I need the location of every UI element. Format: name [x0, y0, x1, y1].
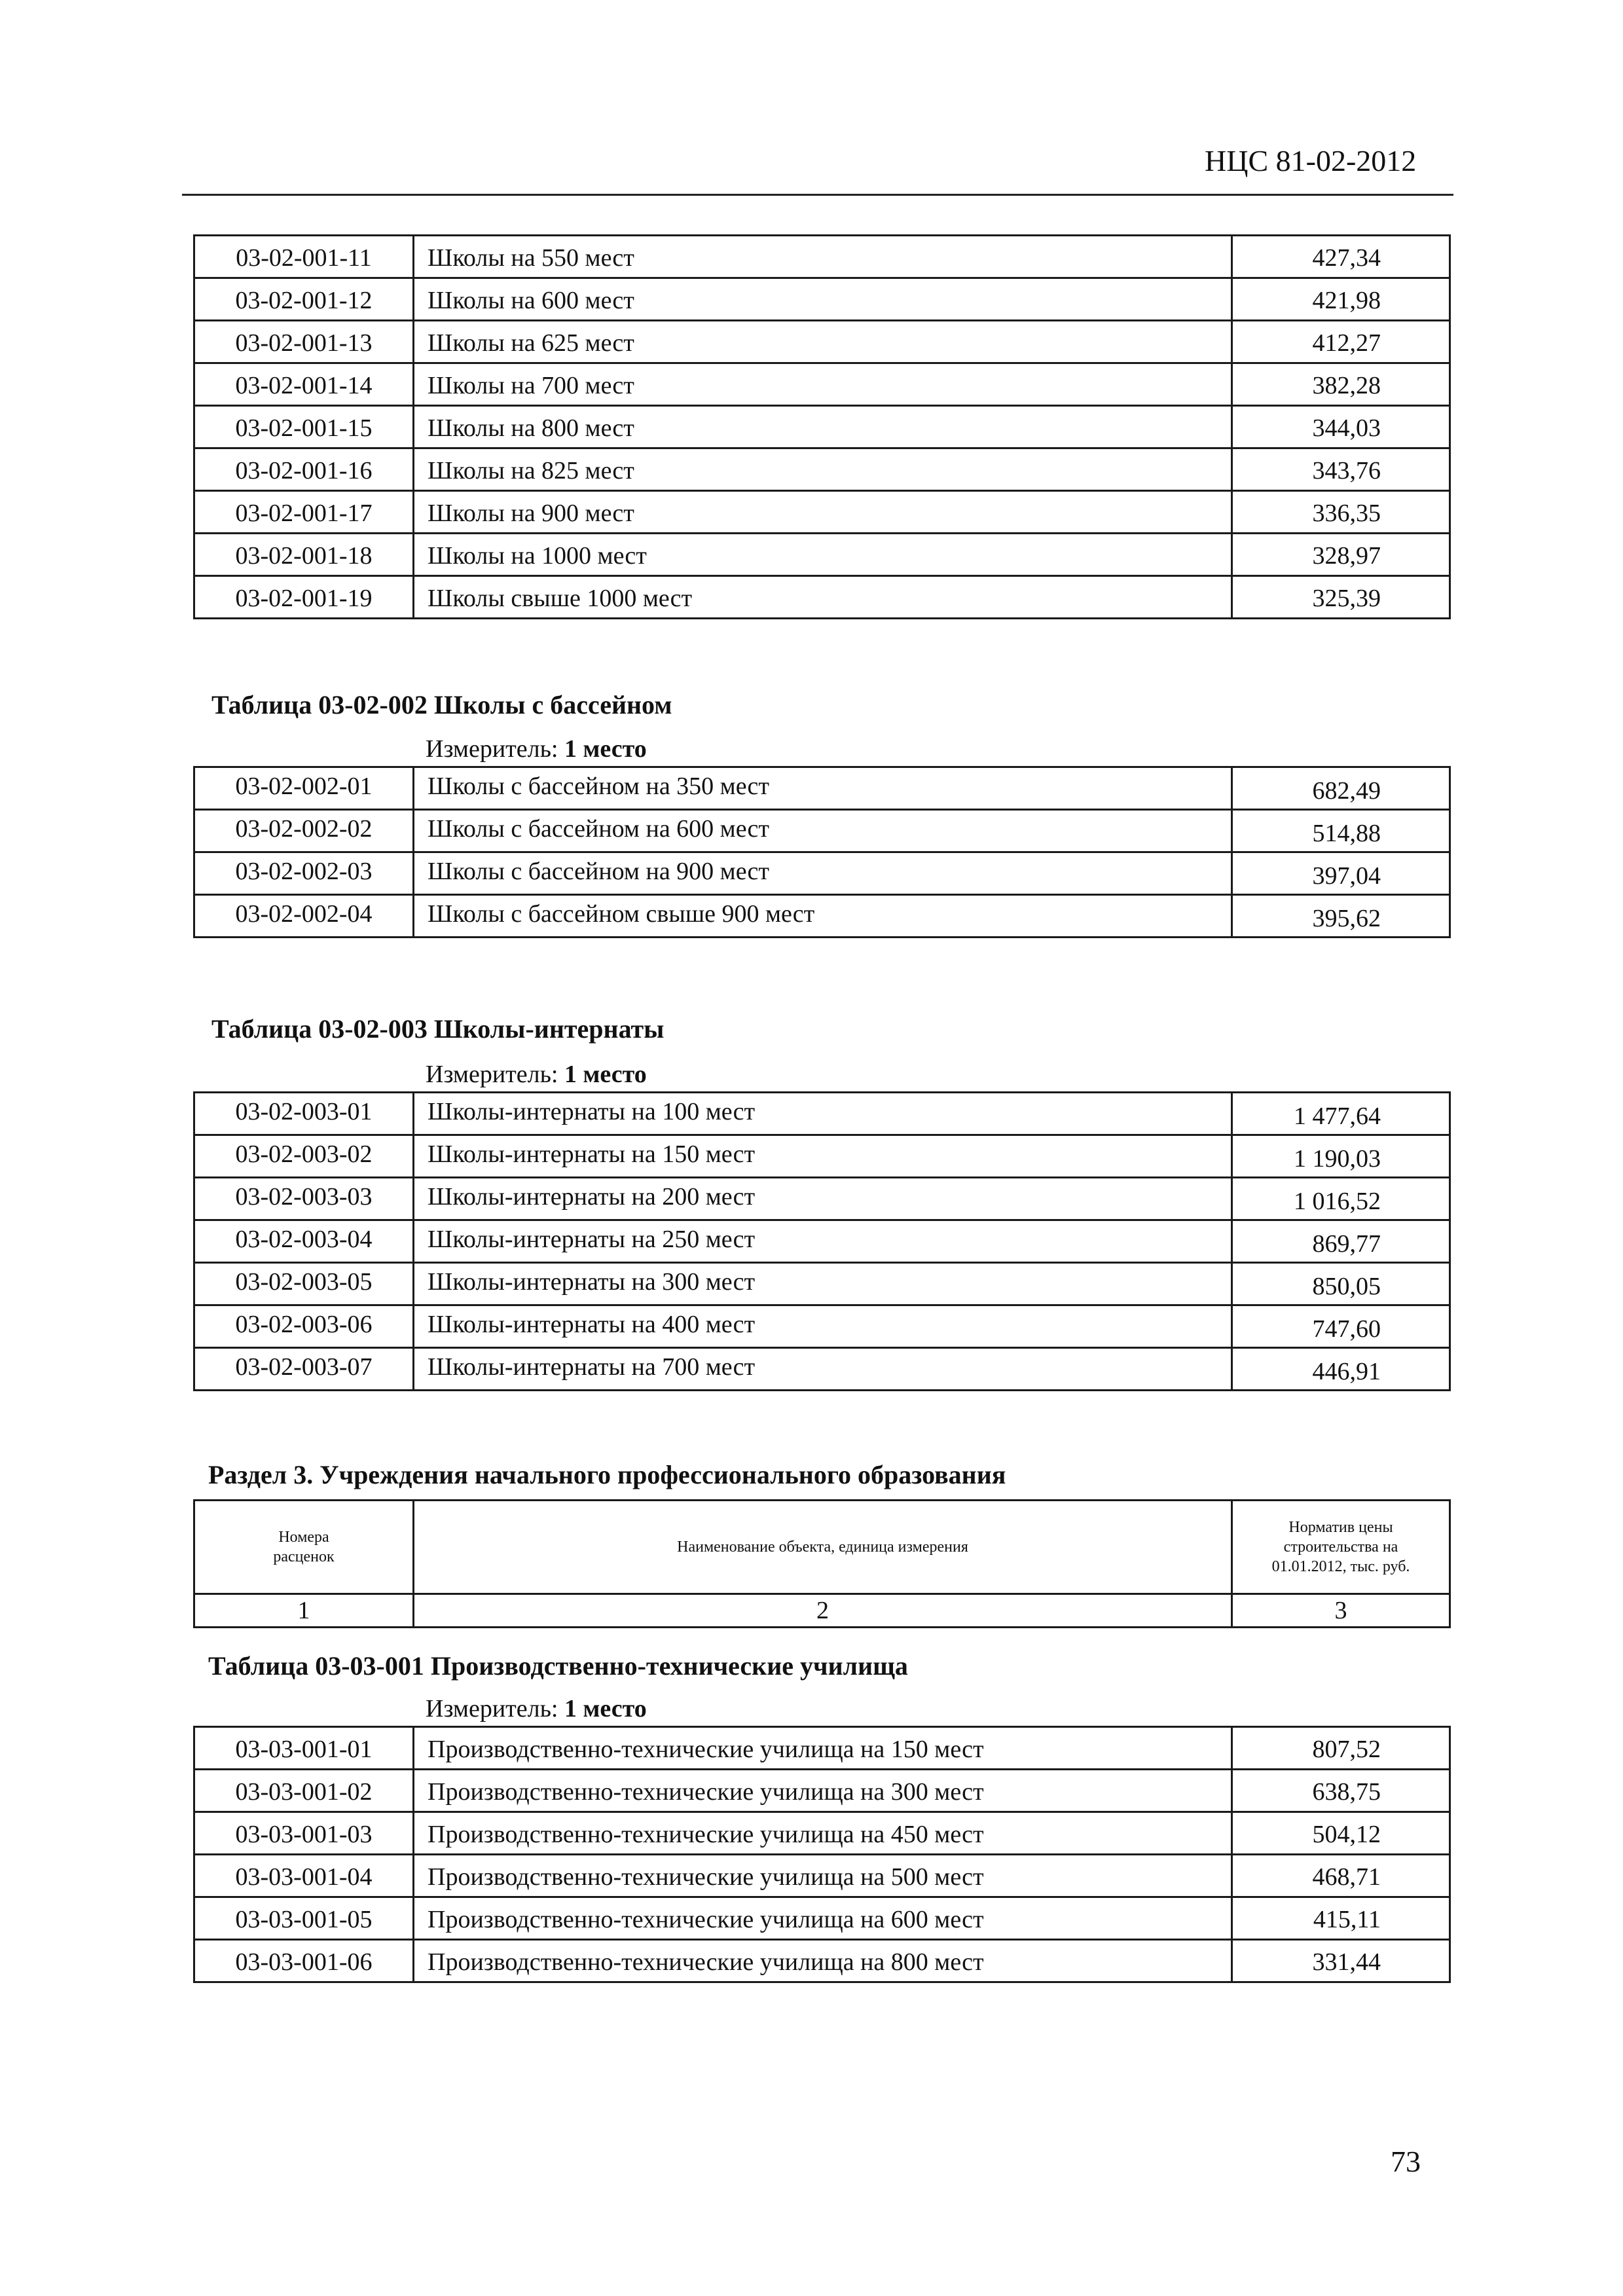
table-row: [194, 278, 1450, 321]
table-row: [194, 895, 1450, 938]
table-row: [194, 363, 1450, 406]
rate-code: 03-02-003-07: [194, 1348, 414, 1391]
price-value: 1 190,03: [1232, 1135, 1450, 1178]
header-num-3: 3: [1232, 1594, 1450, 1628]
meter-label: Измеритель:: [426, 1061, 558, 1088]
object-name: Школы на 625 мест: [414, 321, 1232, 363]
object-name: Школы-интернаты на 250 мест: [414, 1220, 1232, 1263]
object-name: Школы с бассейном на 600 мест: [414, 810, 1232, 852]
table-row: [194, 810, 1450, 852]
rate-code: 03-03-001-04: [194, 1855, 414, 1897]
price-value: 1 477,64: [1232, 1093, 1450, 1135]
rate-code: 03-02-003-03: [194, 1178, 414, 1220]
table-row: [194, 1220, 1450, 1263]
price-value: 446,91: [1232, 1348, 1450, 1391]
table-row: [194, 1135, 1450, 1178]
rate-code: 03-02-003-04: [194, 1220, 414, 1263]
rate-code: 03-02-003-05: [194, 1263, 414, 1305]
object-name: Школы свыше 1000 мест: [414, 576, 1232, 619]
rate-code: 03-02-001-18: [194, 534, 414, 576]
rate-code: 03-03-001-02: [194, 1770, 414, 1812]
table-row: [194, 491, 1450, 534]
table-03-02-002: [193, 766, 1451, 938]
meter-03-02-003: [426, 1059, 647, 1090]
price-value: 336,35: [1232, 491, 1450, 534]
meter-label: Измеритель:: [426, 735, 558, 763]
price-value: 343,76: [1232, 448, 1450, 491]
price-value: 415,11: [1232, 1897, 1450, 1940]
price-value: 514,88: [1232, 810, 1450, 852]
table-row: [194, 576, 1450, 619]
table-row: [194, 1855, 1450, 1897]
table-row: [194, 448, 1450, 491]
price-value: 504,12: [1232, 1812, 1450, 1855]
header-col-price: Норматив цены строительства на 01.01.2012, тыс. руб.: [1232, 1501, 1450, 1594]
object-name: Производственно-технические училища на 150 мест: [414, 1727, 1232, 1770]
price-value: 638,75: [1232, 1770, 1450, 1812]
object-name: Школы на 550 мест: [414, 236, 1232, 278]
object-name: Производственно-технические училища на 300 мест: [414, 1770, 1232, 1812]
table-03-02-001-continued: [193, 234, 1451, 619]
page-number: 73: [1391, 2145, 1421, 2178]
table-row: [194, 1940, 1450, 1982]
rate-code: 03-02-002-02: [194, 810, 414, 852]
price-value: 468,71: [1232, 1855, 1450, 1897]
table-title-03-03-001: Таблица 03-03-001 Производственно-технические училища: [208, 1651, 908, 1681]
object-name: Школы-интернаты на 200 мест: [414, 1178, 1232, 1220]
header-num-1: 1: [194, 1594, 414, 1628]
object-name: Школы на 800 мест: [414, 406, 1232, 448]
table-03-03-001: [193, 1726, 1451, 1983]
object-name: Школы-интернаты на 700 мест: [414, 1348, 1232, 1391]
object-name: Школы-интернаты на 150 мест: [414, 1135, 1232, 1178]
price-value: 850,05: [1232, 1263, 1450, 1305]
table-title-03-02-003: Таблица 03-02-003 Школы-интернаты: [211, 1014, 665, 1044]
table-row: [194, 1348, 1450, 1391]
rate-code: 03-03-001-01: [194, 1727, 414, 1770]
object-name: Производственно-технические училища на 800 мест: [414, 1940, 1232, 1982]
rate-code: 03-02-001-11: [194, 236, 414, 278]
object-name: Школы с бассейном на 350 мест: [414, 767, 1232, 810]
table-row: [194, 321, 1450, 363]
price-value: 331,44: [1232, 1940, 1450, 1982]
object-name: Школы на 825 мест: [414, 448, 1232, 491]
table-row: [194, 1897, 1450, 1940]
meter-03-02-002: [426, 733, 647, 765]
object-name: Школы с бассейном на 900 мест: [414, 852, 1232, 895]
price-value: 682,49: [1232, 767, 1450, 810]
price-value: 747,60: [1232, 1305, 1450, 1348]
price-value: 395,62: [1232, 895, 1450, 938]
meter-03-03-001: [426, 1693, 647, 1724]
rate-code: 03-02-001-14: [194, 363, 414, 406]
price-value: 807,52: [1232, 1727, 1450, 1770]
table-row: [194, 1305, 1450, 1348]
object-name: Школы-интернаты на 400 мест: [414, 1305, 1232, 1348]
price-value: 412,27: [1232, 321, 1450, 363]
rate-code: 03-02-002-04: [194, 895, 414, 938]
table-row: [194, 852, 1450, 895]
object-name: Школы с бассейном свыше 900 мест: [414, 895, 1232, 938]
object-name: Производственно-технические училища на 450 мест: [414, 1812, 1232, 1855]
rate-code: 03-03-001-03: [194, 1812, 414, 1855]
rate-code: 03-02-002-03: [194, 852, 414, 895]
section-3-column-header: [193, 1499, 1451, 1628]
table-row: [194, 1770, 1450, 1812]
price-value: 344,03: [1232, 406, 1450, 448]
table-row: [194, 534, 1450, 576]
object-name: Школы на 900 мест: [414, 491, 1232, 534]
object-name: Производственно-технические училища на 600 мест: [414, 1897, 1232, 1940]
rate-code: 03-02-002-01: [194, 767, 414, 810]
table-03-02-003: [193, 1091, 1451, 1391]
header-col-name: Наименование объекта, единица измерения: [414, 1501, 1232, 1594]
table-row: [194, 1812, 1450, 1855]
rate-code: 03-02-001-15: [194, 406, 414, 448]
table-row: [194, 1178, 1450, 1220]
rate-code: 03-02-001-17: [194, 491, 414, 534]
rate-code: 03-03-001-06: [194, 1940, 414, 1982]
header-rule: [182, 194, 1453, 196]
table-row: [194, 1093, 1450, 1135]
price-value: 1 016,52: [1232, 1178, 1450, 1220]
object-name: Школы на 1000 мест: [414, 534, 1232, 576]
table-row: [194, 406, 1450, 448]
object-name: Школы на 600 мест: [414, 278, 1232, 321]
document-code: НЦС 81-02-2012: [1205, 144, 1417, 177]
price-value: 382,28: [1232, 363, 1450, 406]
price-value: 328,97: [1232, 534, 1450, 576]
table-row: [194, 1263, 1450, 1305]
object-name: Школы-интернаты на 100 мест: [414, 1093, 1232, 1135]
meter-label: Измеритель:: [426, 1695, 558, 1722]
table-title-03-02-002: Таблица 03-02-002 Школы с бассейном: [211, 690, 672, 720]
rate-code: 03-02-003-06: [194, 1305, 414, 1348]
rate-code: 03-02-001-19: [194, 576, 414, 619]
rate-code: 03-02-003-02: [194, 1135, 414, 1178]
object-name: Школы на 700 мест: [414, 363, 1232, 406]
rate-code: 03-02-001-13: [194, 321, 414, 363]
section-3-title: Раздел 3. Учреждения начального профессионального образования: [208, 1460, 1006, 1489]
table-row: [194, 1727, 1450, 1770]
rate-code: 03-03-001-05: [194, 1897, 414, 1940]
meter-unit: 1 место: [564, 735, 647, 763]
object-name: Школы-интернаты на 300 мест: [414, 1263, 1232, 1305]
rate-code: 03-02-001-12: [194, 278, 414, 321]
table-row: [194, 236, 1450, 278]
meter-unit: 1 место: [564, 1695, 647, 1722]
table-row: [194, 767, 1450, 810]
price-value: 397,04: [1232, 852, 1450, 895]
price-value: 869,77: [1232, 1220, 1450, 1263]
rate-code: 03-02-001-16: [194, 448, 414, 491]
header-num-2: 2: [414, 1594, 1232, 1628]
meter-unit: 1 место: [564, 1061, 647, 1088]
price-value: 325,39: [1232, 576, 1450, 619]
header-col-codes: Номера расценок: [194, 1501, 414, 1594]
rate-code: 03-02-003-01: [194, 1093, 414, 1135]
price-value: 421,98: [1232, 278, 1450, 321]
price-value: 427,34: [1232, 236, 1450, 278]
object-name: Производственно-технические училища на 500 мест: [414, 1855, 1232, 1897]
